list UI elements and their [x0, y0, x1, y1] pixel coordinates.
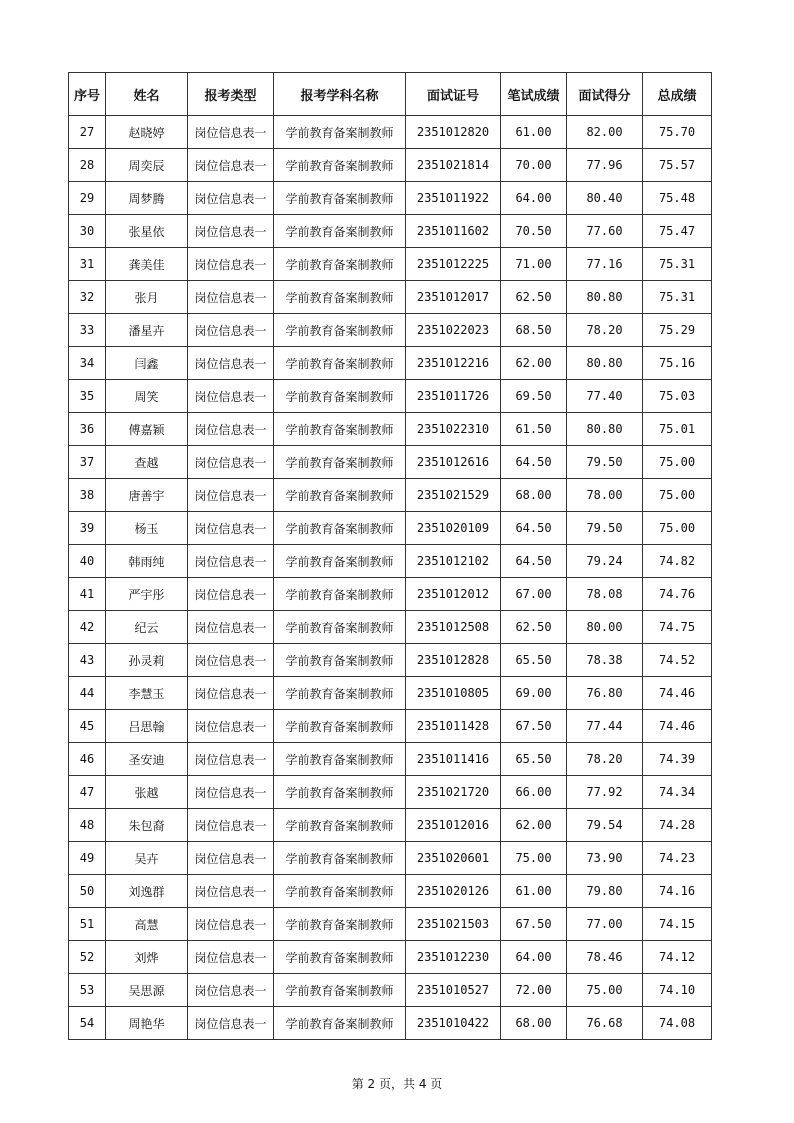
cell-name: 潘星卉 [106, 314, 188, 347]
cell-interview-score: 77.00 [567, 908, 643, 941]
cell-apply-type: 岗位信息表一 [188, 545, 274, 578]
cell-written-score: 65.50 [501, 743, 567, 776]
cell-total-score: 75.47 [643, 215, 712, 248]
cell-subject: 学前教育备案制教师 [274, 842, 406, 875]
cell-name: 刘逸群 [106, 875, 188, 908]
cell-written-score: 64.50 [501, 545, 567, 578]
header-interview-id: 面试证号 [406, 73, 501, 116]
cell-index: 41 [69, 578, 106, 611]
cell-written-score: 68.50 [501, 314, 567, 347]
cell-total-score: 74.52 [643, 644, 712, 677]
cell-written-score: 65.50 [501, 644, 567, 677]
cell-name: 张月 [106, 281, 188, 314]
cell-apply-type: 岗位信息表一 [188, 248, 274, 281]
cell-apply-type: 岗位信息表一 [188, 1007, 274, 1040]
cell-interview-score: 77.96 [567, 149, 643, 182]
table-row [69, 512, 712, 545]
cell-apply-type: 岗位信息表一 [188, 677, 274, 710]
cell-interview-score: 78.08 [567, 578, 643, 611]
header-row [69, 73, 712, 116]
cell-index: 29 [69, 182, 106, 215]
cell-interview-score: 80.40 [567, 182, 643, 215]
cell-interview-score: 77.16 [567, 248, 643, 281]
cell-apply-type: 岗位信息表一 [188, 875, 274, 908]
header-written-score: 笔试成绩 [501, 73, 567, 116]
cell-total-score: 74.12 [643, 941, 712, 974]
cell-written-score: 69.50 [501, 380, 567, 413]
cell-name: 张星依 [106, 215, 188, 248]
cell-apply-type: 岗位信息表一 [188, 314, 274, 347]
cell-total-score: 75.29 [643, 314, 712, 347]
cell-index: 33 [69, 314, 106, 347]
cell-interview-score: 78.00 [567, 479, 643, 512]
cell-written-score: 70.50 [501, 215, 567, 248]
table-row [69, 149, 712, 182]
cell-name: 纪云 [106, 611, 188, 644]
cell-index: 44 [69, 677, 106, 710]
cell-total-score: 74.75 [643, 611, 712, 644]
cell-total-score: 74.46 [643, 677, 712, 710]
cell-interview-id: 2351010805 [406, 677, 501, 710]
cell-name: 闫鑫 [106, 347, 188, 380]
table-row [69, 743, 712, 776]
cell-written-score: 72.00 [501, 974, 567, 1007]
cell-interview-id: 2351012820 [406, 116, 501, 149]
cell-interview-score: 80.80 [567, 281, 643, 314]
cell-index: 50 [69, 875, 106, 908]
cell-name: 杨玉 [106, 512, 188, 545]
header-index: 序号 [69, 73, 106, 116]
cell-interview-id: 2351022023 [406, 314, 501, 347]
cell-interview-id: 2351020601 [406, 842, 501, 875]
cell-apply-type: 岗位信息表一 [188, 149, 274, 182]
cell-total-score: 75.31 [643, 248, 712, 281]
cell-written-score: 62.00 [501, 809, 567, 842]
cell-interview-id: 2351012230 [406, 941, 501, 974]
cell-index: 36 [69, 413, 106, 446]
cell-total-score: 75.70 [643, 116, 712, 149]
cell-interview-score: 77.40 [567, 380, 643, 413]
cell-written-score: 64.00 [501, 182, 567, 215]
cell-apply-type: 岗位信息表一 [188, 446, 274, 479]
cell-name: 周笑 [106, 380, 188, 413]
cell-apply-type: 岗位信息表一 [188, 941, 274, 974]
cell-interview-id: 2351011922 [406, 182, 501, 215]
cell-written-score: 61.00 [501, 116, 567, 149]
table-row [69, 842, 712, 875]
cell-apply-type: 岗位信息表一 [188, 347, 274, 380]
cell-apply-type: 岗位信息表一 [188, 116, 274, 149]
cell-subject: 学前教育备案制教师 [274, 710, 406, 743]
cell-index: 47 [69, 776, 106, 809]
table-row [69, 413, 712, 446]
cell-name: 高慧 [106, 908, 188, 941]
cell-interview-score: 77.44 [567, 710, 643, 743]
cell-written-score: 62.50 [501, 281, 567, 314]
cell-interview-score: 79.50 [567, 512, 643, 545]
cell-apply-type: 岗位信息表一 [188, 710, 274, 743]
cell-index: 52 [69, 941, 106, 974]
cell-interview-score: 75.00 [567, 974, 643, 1007]
table-row [69, 908, 712, 941]
cell-name: 龚美佳 [106, 248, 188, 281]
cell-apply-type: 岗位信息表一 [188, 182, 274, 215]
cell-apply-type: 岗位信息表一 [188, 809, 274, 842]
cell-interview-score: 79.54 [567, 809, 643, 842]
cell-total-score: 75.00 [643, 479, 712, 512]
cell-written-score: 62.50 [501, 611, 567, 644]
cell-total-score: 75.03 [643, 380, 712, 413]
table-row [69, 974, 712, 1007]
cell-interview-id: 2351012012 [406, 578, 501, 611]
cell-total-score: 74.46 [643, 710, 712, 743]
cell-subject: 学前教育备案制教师 [274, 413, 406, 446]
cell-interview-id: 2351022310 [406, 413, 501, 446]
cell-subject: 学前教育备案制教师 [274, 545, 406, 578]
cell-subject: 学前教育备案制教师 [274, 281, 406, 314]
cell-subject: 学前教育备案制教师 [274, 380, 406, 413]
table-row [69, 182, 712, 215]
table-row [69, 776, 712, 809]
cell-index: 32 [69, 281, 106, 314]
cell-apply-type: 岗位信息表一 [188, 281, 274, 314]
cell-subject: 学前教育备案制教师 [274, 908, 406, 941]
cell-index: 54 [69, 1007, 106, 1040]
cell-interview-id: 2351021529 [406, 479, 501, 512]
cell-interview-id: 2351012017 [406, 281, 501, 314]
cell-interview-id: 2351012216 [406, 347, 501, 380]
cell-index: 45 [69, 710, 106, 743]
cell-interview-score: 80.80 [567, 413, 643, 446]
cell-apply-type: 岗位信息表一 [188, 974, 274, 1007]
table-row [69, 611, 712, 644]
cell-index: 34 [69, 347, 106, 380]
cell-subject: 学前教育备案制教师 [274, 446, 406, 479]
cell-written-score: 68.00 [501, 479, 567, 512]
cell-name: 韩雨纯 [106, 545, 188, 578]
cell-interview-id: 2351012016 [406, 809, 501, 842]
cell-subject: 学前教育备案制教师 [274, 116, 406, 149]
cell-name: 刘烨 [106, 941, 188, 974]
cell-name: 朱包裔 [106, 809, 188, 842]
cell-total-score: 74.08 [643, 1007, 712, 1040]
cell-interview-score: 79.80 [567, 875, 643, 908]
cell-subject: 学前教育备案制教师 [274, 611, 406, 644]
cell-total-score: 75.01 [643, 413, 712, 446]
table-row [69, 545, 712, 578]
cell-total-score: 74.23 [643, 842, 712, 875]
cell-index: 48 [69, 809, 106, 842]
cell-subject: 学前教育备案制教师 [274, 512, 406, 545]
cell-name: 唐善宇 [106, 479, 188, 512]
table-row [69, 479, 712, 512]
cell-name: 周艳华 [106, 1007, 188, 1040]
cell-interview-id: 2351021503 [406, 908, 501, 941]
cell-written-score: 61.00 [501, 875, 567, 908]
cell-subject: 学前教育备案制教师 [274, 182, 406, 215]
table-row [69, 1007, 712, 1040]
table-row [69, 116, 712, 149]
cell-index: 30 [69, 215, 106, 248]
cell-interview-id: 2351020109 [406, 512, 501, 545]
cell-total-score: 74.76 [643, 578, 712, 611]
cell-interview-id: 2351020126 [406, 875, 501, 908]
cell-total-score: 75.57 [643, 149, 712, 182]
cell-written-score: 67.50 [501, 710, 567, 743]
cell-written-score: 61.50 [501, 413, 567, 446]
cell-name: 圣安迪 [106, 743, 188, 776]
cell-subject: 学前教育备案制教师 [274, 1007, 406, 1040]
cell-apply-type: 岗位信息表一 [188, 644, 274, 677]
cell-apply-type: 岗位信息表一 [188, 842, 274, 875]
header-name: 姓名 [106, 73, 188, 116]
cell-written-score: 64.50 [501, 446, 567, 479]
cell-apply-type: 岗位信息表一 [188, 776, 274, 809]
cell-interview-score: 76.80 [567, 677, 643, 710]
cell-apply-type: 岗位信息表一 [188, 512, 274, 545]
cell-total-score: 75.48 [643, 182, 712, 215]
cell-written-score: 64.00 [501, 941, 567, 974]
cell-subject: 学前教育备案制教师 [274, 347, 406, 380]
cell-apply-type: 岗位信息表一 [188, 380, 274, 413]
table-row [69, 578, 712, 611]
header-total-score: 总成绩 [643, 73, 712, 116]
cell-subject: 学前教育备案制教师 [274, 776, 406, 809]
cell-subject: 学前教育备案制教师 [274, 974, 406, 1007]
score-table [68, 72, 712, 1040]
cell-interview-id: 2351012102 [406, 545, 501, 578]
cell-subject: 学前教育备案制教师 [274, 149, 406, 182]
cell-subject: 学前教育备案制教师 [274, 479, 406, 512]
table-row [69, 446, 712, 479]
cell-name: 严宇彤 [106, 578, 188, 611]
cell-total-score: 75.31 [643, 281, 712, 314]
cell-interview-id: 2351012616 [406, 446, 501, 479]
cell-interview-score: 78.20 [567, 314, 643, 347]
cell-apply-type: 岗位信息表一 [188, 413, 274, 446]
cell-index: 31 [69, 248, 106, 281]
cell-name: 傅嘉颖 [106, 413, 188, 446]
cell-apply-type: 岗位信息表一 [188, 743, 274, 776]
cell-interview-score: 76.68 [567, 1007, 643, 1040]
cell-interview-score: 82.00 [567, 116, 643, 149]
header-interview-score: 面试得分 [567, 73, 643, 116]
cell-name: 赵晓婷 [106, 116, 188, 149]
table-row [69, 248, 712, 281]
cell-subject: 学前教育备案制教师 [274, 743, 406, 776]
cell-subject: 学前教育备案制教师 [274, 809, 406, 842]
cell-interview-id: 2351011726 [406, 380, 501, 413]
cell-index: 40 [69, 545, 106, 578]
cell-total-score: 74.16 [643, 875, 712, 908]
cell-interview-score: 77.92 [567, 776, 643, 809]
cell-written-score: 64.50 [501, 512, 567, 545]
cell-total-score: 75.00 [643, 512, 712, 545]
cell-index: 35 [69, 380, 106, 413]
cell-interview-id: 2351021814 [406, 149, 501, 182]
cell-total-score: 74.34 [643, 776, 712, 809]
cell-interview-id: 2351012225 [406, 248, 501, 281]
cell-subject: 学前教育备案制教师 [274, 677, 406, 710]
header-apply-type: 报考类型 [188, 73, 274, 116]
cell-total-score: 74.28 [643, 809, 712, 842]
cell-index: 39 [69, 512, 106, 545]
cell-name: 吴思源 [106, 974, 188, 1007]
cell-apply-type: 岗位信息表一 [188, 479, 274, 512]
cell-interview-id: 2351011416 [406, 743, 501, 776]
cell-total-score: 74.39 [643, 743, 712, 776]
cell-apply-type: 岗位信息表一 [188, 611, 274, 644]
cell-subject: 学前教育备案制教师 [274, 314, 406, 347]
cell-interview-id: 2351021720 [406, 776, 501, 809]
cell-index: 49 [69, 842, 106, 875]
cell-total-score: 75.16 [643, 347, 712, 380]
cell-interview-id: 2351010422 [406, 1007, 501, 1040]
cell-index: 37 [69, 446, 106, 479]
cell-index: 27 [69, 116, 106, 149]
table-row [69, 215, 712, 248]
cell-written-score: 71.00 [501, 248, 567, 281]
cell-subject: 学前教育备案制教师 [274, 941, 406, 974]
table-row [69, 380, 712, 413]
table-row [69, 677, 712, 710]
cell-interview-score: 78.46 [567, 941, 643, 974]
cell-name: 孙灵莉 [106, 644, 188, 677]
cell-name: 张越 [106, 776, 188, 809]
table-row [69, 314, 712, 347]
cell-name: 周奕辰 [106, 149, 188, 182]
cell-index: 51 [69, 908, 106, 941]
cell-written-score: 70.00 [501, 149, 567, 182]
table-row [69, 347, 712, 380]
cell-written-score: 67.00 [501, 578, 567, 611]
cell-index: 46 [69, 743, 106, 776]
cell-interview-id: 2351012828 [406, 644, 501, 677]
cell-written-score: 67.50 [501, 908, 567, 941]
table-row [69, 941, 712, 974]
table-row [69, 281, 712, 314]
cell-apply-type: 岗位信息表一 [188, 215, 274, 248]
cell-total-score: 74.82 [643, 545, 712, 578]
cell-subject: 学前教育备案制教师 [274, 248, 406, 281]
cell-interview-id: 2351010527 [406, 974, 501, 1007]
cell-written-score: 69.00 [501, 677, 567, 710]
cell-subject: 学前教育备案制教师 [274, 644, 406, 677]
table-row [69, 809, 712, 842]
cell-interview-id: 2351012508 [406, 611, 501, 644]
cell-index: 28 [69, 149, 106, 182]
cell-interview-score: 78.20 [567, 743, 643, 776]
cell-written-score: 68.00 [501, 1007, 567, 1040]
table-row [69, 644, 712, 677]
cell-total-score: 75.00 [643, 446, 712, 479]
cell-written-score: 62.00 [501, 347, 567, 380]
table-row [69, 875, 712, 908]
cell-interview-score: 77.60 [567, 215, 643, 248]
cell-interview-score: 80.00 [567, 611, 643, 644]
cell-name: 李慧玉 [106, 677, 188, 710]
cell-written-score: 66.00 [501, 776, 567, 809]
cell-interview-score: 73.90 [567, 842, 643, 875]
table-row [69, 710, 712, 743]
cell-name: 吕思翰 [106, 710, 188, 743]
cell-interview-score: 78.38 [567, 644, 643, 677]
cell-written-score: 75.00 [501, 842, 567, 875]
cell-apply-type: 岗位信息表一 [188, 578, 274, 611]
cell-index: 42 [69, 611, 106, 644]
cell-total-score: 74.15 [643, 908, 712, 941]
cell-interview-id: 2351011428 [406, 710, 501, 743]
cell-name: 吴卉 [106, 842, 188, 875]
cell-total-score: 74.10 [643, 974, 712, 1007]
cell-name: 查越 [106, 446, 188, 479]
cell-index: 43 [69, 644, 106, 677]
cell-apply-type: 岗位信息表一 [188, 908, 274, 941]
cell-interview-score: 79.24 [567, 545, 643, 578]
page-number: 第 2 页，共 4 页 [351, 1077, 443, 1091]
cell-name: 周梦腾 [106, 182, 188, 215]
header-subject: 报考学科名称 [274, 73, 406, 116]
cell-subject: 学前教育备案制教师 [274, 578, 406, 611]
cell-index: 38 [69, 479, 106, 512]
cell-index: 53 [69, 974, 106, 1007]
cell-interview-score: 79.50 [567, 446, 643, 479]
cell-interview-id: 2351011602 [406, 215, 501, 248]
cell-interview-score: 80.80 [567, 347, 643, 380]
cell-subject: 学前教育备案制教师 [274, 875, 406, 908]
cell-subject: 学前教育备案制教师 [274, 215, 406, 248]
